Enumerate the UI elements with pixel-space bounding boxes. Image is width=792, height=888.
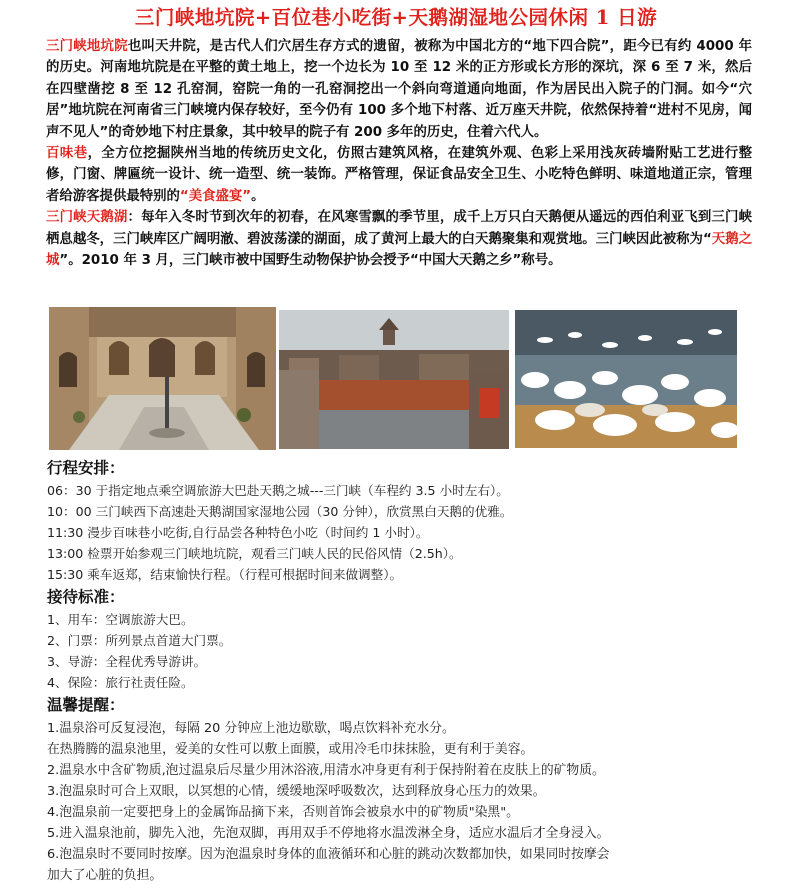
schedule-item: 11:30 漫步百味巷小吃街,自行品尝各种特色小吃（时间约 1 小时）。: [47, 525, 429, 540]
intro-paragraph-dikengyuan: [46, 36, 752, 143]
tips-item: 在热腾腾的温泉池里，爱美的女性可以敷上面膜，或用冷毛巾抹抹脸，更有利于美容。: [47, 742, 534, 757]
tips-item: 1.温泉浴可反复浸泡，每隔 20 分钟应上池边歇歇，喝点饮料补充水分。: [47, 721, 455, 736]
schedule-item: 06：30 于指定地点乘空调旅游大巴赴天鹅之城---三门峡（车程约 3.5 小时左右）。: [47, 483, 509, 498]
page-title: 三门峡地坑院+百位巷小吃街+天鹅湖湿地公园休闲 1 日游: [134, 6, 658, 29]
baiweixiang-end: 。: [251, 188, 265, 204]
baiweixiang-name: 百味巷: [46, 146, 88, 162]
swan-lake-text: ：每年入冬时节到次年的初春，在风寒雪飘的季节里，成千上万只白天鹅便从遥远的西伯利亚飞到三门峡栖息越冬，三门峡库区广阔明澈、碧波荡漾的湖面，成了黄河上最大的白天鹅聚集和观赏地。三门峡因此被称为“: [46, 210, 752, 247]
dikengyuan-name: 三门峡地坑院: [46, 39, 128, 54]
swan-lake-name: 三门峡天鹅湖: [46, 210, 128, 226]
tips-item: 加大了心脏的负担。: [47, 868, 163, 883]
tips-item: 4.泡温泉前一定要把身上的金属饰品摘下来，否则首饰会被泉水中的矿物质"染黑"。: [47, 805, 519, 820]
baiweixiang-highlight: “美食盛宴”: [179, 188, 252, 204]
tips-item: 3.泡温泉时可合上双眼，以冥想的心情，缓缓地深呼吸数次，达到释放身心压力的效果。: [47, 784, 546, 799]
intro-paragraph-swan-lake: [46, 207, 752, 271]
swan-lake-highlight: 天鹅之城: [46, 231, 752, 269]
intro-paragraph-baiweixiang: [46, 143, 752, 207]
standards-item: 2、门票：所列景点首道大门票。: [47, 633, 232, 648]
schedule-item: 10：00 三门峡西下高速赴天鹅湖国家湿地公园（30 分钟），欣赏黑白天鹅的优雅。: [47, 504, 513, 519]
tips-item: 5.进入温泉池前，脚先入池，先泡双脚，再用双手不停地将水温泼淋全身，适应水温后才全身浸入。: [47, 826, 610, 841]
schedule-heading: 行程安排：: [47, 459, 125, 477]
tips-item: 2.温泉水中含矿物质,泡过温泉后尽量少用沐浴液,用清水冲身更有利于保持附着在皮肤上的矿物质。: [47, 763, 605, 778]
schedule-item: 15:30 乘车返郑，结束愉快行程。（行程可根据时间来做调整）。: [47, 567, 403, 582]
intro-section: [46, 36, 752, 271]
standards-item: 1、用车：空调旅游大巴。: [47, 612, 194, 627]
swan-lake-photo: [515, 310, 737, 448]
swan-lake-end: ”。2010 年 3 月，三门峡市被中国野生动物保护协会授予“中国大天鹅之乡”称号。: [59, 253, 562, 269]
tips-heading: 温馨提醒：: [47, 696, 125, 714]
standards-item: 4、保险：旅行社责任险。: [47, 675, 194, 690]
standards-item: 3、导游：全程优秀导游讲。: [47, 654, 207, 669]
baiweixiang-street-photo: [279, 310, 509, 449]
dikengyuan-courtyard-photo: [49, 307, 276, 450]
baiweixiang-text: ，全方位挖掘陕州当地的传统历史文化，仿照古建筑风格，在建筑外观、色彩上采用浅灰砖墙附贴工艺进行整修，门窗、牌匾统一设计、统一造型、统一装饰。严格管理，保证食品安全卫生、小吃特色鲜明、味道地道正宗，管理者给游客提供最特别的: [46, 146, 753, 204]
standards-heading: 接待标准：: [47, 588, 125, 606]
tips-item: 6.泡温泉时不要同时按摩。因为泡温泉时身体的血液循环和心脏的跳动次数都加快，如果同时按摩会: [47, 847, 610, 862]
dikengyuan-text: 也叫天井院，是古代人们穴居生存方式的遗留，被称为中国北方的“地下四合院”，距今已有约 4000 年的历史。河南地坑院是在平整的黄土地上，挖一个边长为 10 至 12 米的正方形或长方形的深坑，深 6 至 7 米，然后在四壁凿挖 8 至 12 孔窑洞，窑院一角的一孔窑洞挖出一个斜向弯道通向地面，作为居民出入院子的门洞。如今“穴居”地坑院在河南省三门峡境内保存较好，至今仍有 100 多个地下村落、近万座天井院，依然保持着“进村不见房，闻声不见人”的奇妙地下村庄景象，其中较早的院子有 200 多年的历史，住着六代人。: [46, 39, 752, 140]
schedule-item: 13:00 检票开始参观三门峡地坑院，观看三门峡人民的民俗风情（2.5h）。: [47, 546, 462, 561]
